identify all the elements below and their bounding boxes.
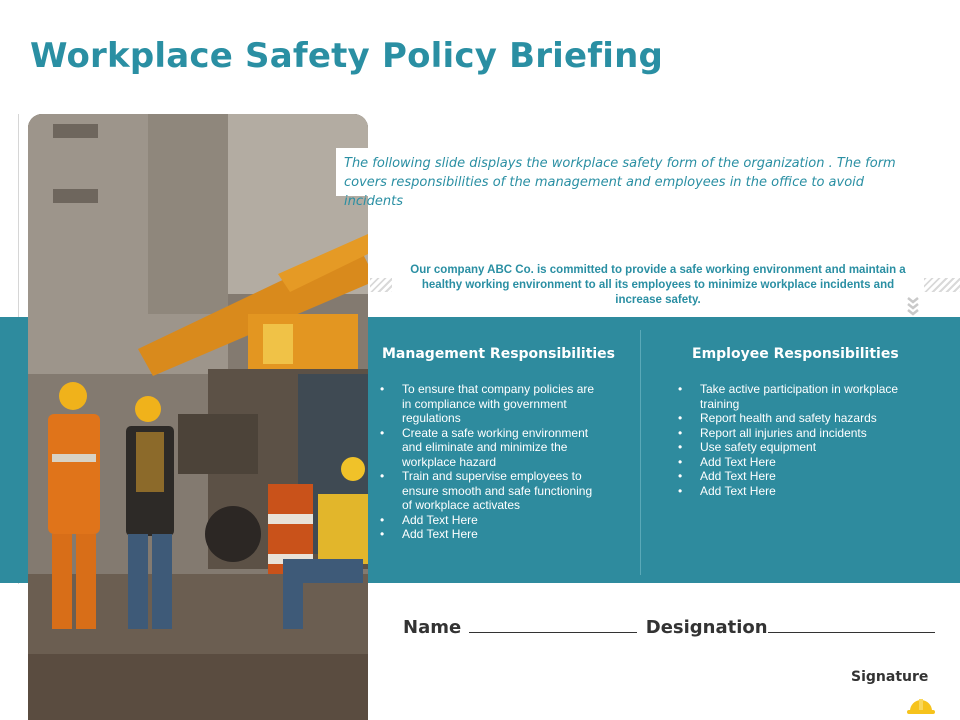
construction-scene xyxy=(28,114,368,720)
name-label: Name xyxy=(403,617,462,638)
employee-item-text: Use safety equipment xyxy=(700,440,817,454)
bullet-icon: • xyxy=(678,425,683,440)
designation-field[interactable] xyxy=(768,615,935,633)
hard-hat-icon xyxy=(906,693,936,717)
bullet-icon: • xyxy=(380,425,385,440)
hatch-decor-left xyxy=(370,278,392,292)
employee-item xyxy=(678,426,928,441)
form-fields xyxy=(403,615,935,638)
employee-item xyxy=(678,455,928,470)
bullet-icon: • xyxy=(678,440,683,454)
commitment-statement: Our company ABC Co. is committed to provide a safe working environment and maintain a healthy working environment to all its employees to minimize workplace incidents and increase safety. xyxy=(410,264,906,306)
intro-text: The following slide displays the workplace safety form of the organization . The form covers responsibilities of the management and employees in the office to avoid incidents xyxy=(336,148,926,196)
management-item xyxy=(380,513,600,528)
management-item-text: Add Text Here xyxy=(402,527,478,541)
employee-item xyxy=(678,411,928,426)
designation-label: Designation xyxy=(645,617,768,638)
management-item xyxy=(380,469,600,513)
bullet-icon: • xyxy=(380,469,385,483)
employee-item xyxy=(678,440,928,455)
employee-item-text: Add Text Here xyxy=(700,483,776,498)
employee-list xyxy=(678,382,928,498)
employee-item xyxy=(678,484,928,499)
management-item xyxy=(380,426,600,470)
employee-item xyxy=(678,382,928,411)
bullet-icon: • xyxy=(380,382,385,396)
management-item xyxy=(380,382,600,426)
bullet-icon: • xyxy=(678,469,683,483)
management-item-text: Create a safe working environment and eliminate and minimize the workplace hazard xyxy=(402,425,589,469)
bullet-icon: • xyxy=(678,382,683,396)
employee-item xyxy=(678,469,928,484)
signature-label: Signature xyxy=(851,669,929,685)
page-title: Workplace Safety Policy Briefing xyxy=(30,36,664,76)
employee-item-text: Add Text Here xyxy=(700,469,776,483)
management-item-text: Add Text Here xyxy=(402,512,478,527)
bullet-icon: • xyxy=(678,483,683,498)
bullet-icon: • xyxy=(380,512,385,527)
hatch-decor-right xyxy=(924,278,960,292)
bullet-icon: • xyxy=(678,411,683,425)
column-divider xyxy=(640,330,641,575)
bullet-icon: • xyxy=(678,454,683,469)
employee-item-text: Report all injuries and incidents xyxy=(700,425,867,440)
employee-item-text: Take active participation in workplace training xyxy=(700,382,899,411)
chevron-down-icon xyxy=(906,294,920,316)
construction-photo xyxy=(28,114,368,720)
name-field[interactable] xyxy=(469,615,637,633)
management-item xyxy=(380,527,600,542)
bullet-icon: • xyxy=(380,527,385,541)
management-item-text: To ensure that company policies are in compliance with government regulations xyxy=(402,382,595,425)
management-item-text: Train and supervise employees to ensure smooth and safe functioning of workplace activates xyxy=(402,469,593,512)
management-heading: Management Responsibilities xyxy=(382,346,616,362)
employee-item-text: Report health and safety hazards xyxy=(700,411,877,425)
employee-item-text: Add Text Here xyxy=(700,454,776,469)
employee-heading: Employee Responsibilities xyxy=(692,346,899,362)
management-list xyxy=(380,382,600,542)
